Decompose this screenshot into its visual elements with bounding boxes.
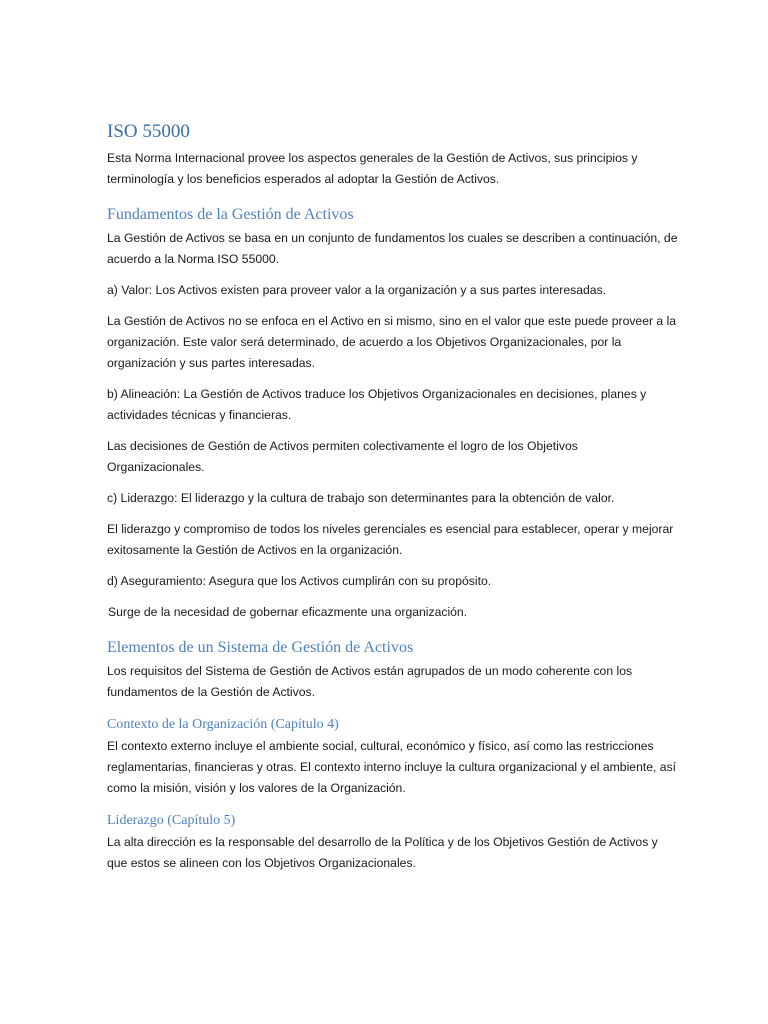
paragraph: d) Aseguramiento: Asegura que los Activos cumplirán con su propósito.: [107, 574, 492, 588]
paragraph: La Gestión de Activos se basa en un conjunto de fundamentos los cuales se describen a continuación, de acuerdo a la Norma ISO 55000.: [107, 231, 678, 266]
paragraph: Las decisiones de Gestión de Activos permiten colectivamente el logro de los Objetivos Organizacionales.: [107, 439, 578, 474]
subsection-heading-liderazgo: Liderazgo (Capítulo 5): [107, 813, 236, 828]
intro-paragraph: Esta Norma Internacional provee los aspectos generales de la Gestión de Activos, sus principios y terminología y los beneficios esperados al adoptar la Gestión de Activos.: [107, 151, 638, 186]
section-heading-elementos: Elementos de un Sistema de Gestión de Activos: [107, 639, 414, 656]
paragraph: b) Alineación: La Gestión de Activos traduce los Objetivos Organizacionales en decisiones, planes y actividades técnicas y financieras.: [107, 387, 647, 422]
document-title: ISO 55000: [107, 121, 190, 142]
paragraph: a) Valor: Los Activos existen para proveer valor a la organización y a sus partes interesadas.: [107, 283, 607, 297]
paragraph: Los requisitos del Sistema de Gestión de Activos están agrupados de un modo coherente con los fundamentos de la Gestión de Activos.: [107, 664, 633, 699]
paragraph: Surge de la necesidad de gobernar eficazmente una organización.: [108, 605, 468, 619]
paragraph: c) Liderazgo: El liderazgo y la cultura de trabajo son determinantes para la obtención de valor.: [107, 491, 615, 505]
section-heading-fundamentos: Fundamentos de la Gestión de Activos: [107, 206, 354, 223]
subsection-heading-contexto: Contexto de la Organización (Capítulo 4): [107, 717, 339, 732]
paragraph: El contexto externo incluye el ambiente social, cultural, económico y físico, así como las restricciones reglamentarias, financieras y otras. El contexto interno incluye la cultura organizacional y el ambiente, así como la misión, visión y los valores de la Organización.: [107, 739, 677, 795]
paragraph: La Gestión de Activos no se enfoca en el Activo en si mismo, sino en el valor que este puede proveer a la organización. Este valor será determinado, de acuerdo a los Objetivos Organizacionales, por la organización y sus partes interesadas.: [107, 314, 677, 370]
paragraph: La alta dirección es la responsable del desarrollo de la Política y de los Objetivos Gestión de Activos y que estos se alineen con los Objetivos Organizacionales.: [107, 835, 658, 870]
paragraph: El liderazgo y compromiso de todos los niveles gerenciales es esencial para establecer, operar y mejorar exitosamente la Gestión de Activos en la organización.: [107, 522, 674, 557]
